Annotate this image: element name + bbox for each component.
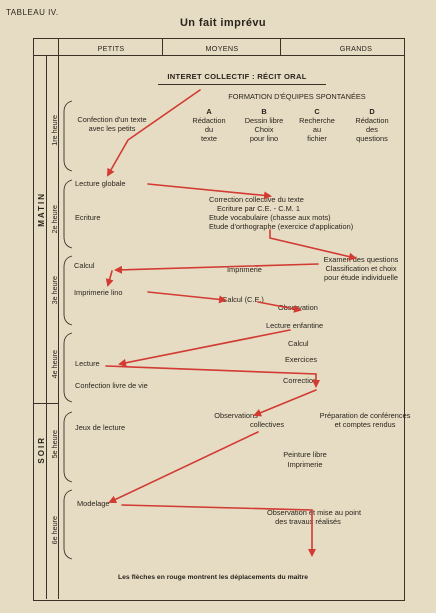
arrow-12: [122, 505, 312, 555]
arrow-1: [108, 90, 200, 175]
hour-2: 2e heure: [50, 205, 59, 234]
correction-collective: Correction collective du texte: [209, 195, 304, 204]
group-a-line-2: du: [204, 125, 214, 134]
hour-5: 5e heure: [50, 430, 59, 459]
confection-livre: Confection livre de vie: [75, 381, 148, 390]
imprimerie-soir: Imprimerie: [287, 460, 323, 469]
column-petits: PETITS: [97, 44, 125, 53]
group-c-line-3: fichier: [307, 134, 327, 143]
observation-mise-au-point: Observation et mise au point: [266, 508, 362, 517]
group-a-line-3: texte: [200, 134, 218, 143]
imprimerie-moyens: Imprimerie: [227, 265, 262, 274]
calcul-ce: Calcul (C.E.): [222, 295, 264, 304]
arrow-4: [116, 264, 318, 270]
arrow-10: [255, 390, 316, 415]
arrow-5: [108, 271, 112, 285]
etude-vocabulaire: Etude vocabulaire (chasse aux mots): [209, 213, 331, 222]
group-d-letter: D: [369, 107, 375, 116]
period-evening: SOIR: [37, 436, 46, 464]
arrow-9: [106, 366, 316, 386]
collectives: collectives: [249, 420, 285, 429]
period-morning: MATIN: [37, 192, 46, 227]
arrow-3: [270, 230, 355, 258]
lecture-petits: Lecture: [75, 359, 100, 368]
arrow-8: [120, 330, 290, 364]
footer-caption: Les flèches en rouge montrent les déplacements du maître: [118, 574, 308, 581]
preparation-conferences: Préparation de conférences: [319, 411, 411, 420]
group-d-line-2: des: [366, 125, 378, 134]
confection-texte-line-2: avec les petits: [88, 124, 136, 133]
lecture-enfantine: Lecture enfantine: [266, 321, 324, 330]
comptes-rendus: et comptes rendus: [334, 420, 396, 429]
travaux-realises: des travaux réalisés: [275, 517, 341, 526]
arrow-6: [148, 292, 225, 300]
column-grands: GRANDS: [339, 44, 373, 53]
classification-choix: Classification et choix: [325, 264, 397, 273]
collective-interest: INTERET COLLECTIF : RÉCIT ORAL: [167, 72, 307, 81]
ecriture: Ecriture: [75, 213, 101, 222]
calcul-moyens: Calcul: [288, 339, 309, 348]
observations: Observations: [214, 411, 258, 420]
calcul-petits: Calcul: [74, 261, 95, 270]
group-b-letter: B: [261, 107, 267, 116]
imprimerie-lino: Imprimerie lino: [74, 288, 123, 297]
correction: Correction: [283, 376, 318, 385]
arrow-2: [148, 184, 270, 196]
etude-orthographe: Etude d'orthographe (exercice d'application): [209, 222, 354, 231]
group-a-line-1: Rédaction: [192, 116, 226, 125]
ecriture-par: Ecriture par C.E. - C.M. 1: [217, 204, 300, 213]
arrow-11: [110, 432, 258, 502]
lecture-globale: Lecture globale: [75, 179, 126, 188]
arrow-7: [258, 302, 300, 310]
confection-texte-line-1: Confection d'un texte: [77, 115, 147, 124]
group-b-line-3: pour lino: [249, 134, 279, 143]
group-d-line-3: questions: [356, 134, 388, 143]
hour-4: 4e heure: [50, 350, 59, 379]
hour-3: 3e heure: [50, 276, 59, 305]
hour-1: 1re heure: [50, 115, 59, 146]
hour-6: 6e heure: [50, 516, 59, 545]
page-title: Un fait imprévu: [179, 17, 267, 29]
group-d-line-1: Rédaction: [355, 116, 389, 125]
exercices: Exercices: [285, 355, 318, 364]
group-b-line-1: Dessin libre: [244, 116, 284, 125]
peinture-libre: Peinture libre: [283, 450, 327, 459]
plate-number: TABLEAU IV.: [6, 8, 59, 17]
column-moyens: MOYENS: [205, 44, 239, 53]
teams-heading: FORMATION D'ÉQUIPES SPONTANÉES: [228, 92, 366, 101]
modelage: Modelage: [77, 499, 110, 508]
jeux-lecture: Jeux de lecture: [75, 423, 126, 432]
group-c-line-2: au: [312, 125, 322, 134]
group-c-line-1: Recherche: [299, 116, 335, 125]
observation: Observation: [278, 303, 318, 312]
examen-questions: Examen des questions: [323, 255, 399, 264]
group-a-letter: A: [206, 107, 212, 116]
group-c-letter: C: [314, 107, 320, 116]
pour-etude-individuelle: pour étude individuelle: [324, 273, 398, 282]
group-b-line-2: Choix: [254, 125, 274, 134]
